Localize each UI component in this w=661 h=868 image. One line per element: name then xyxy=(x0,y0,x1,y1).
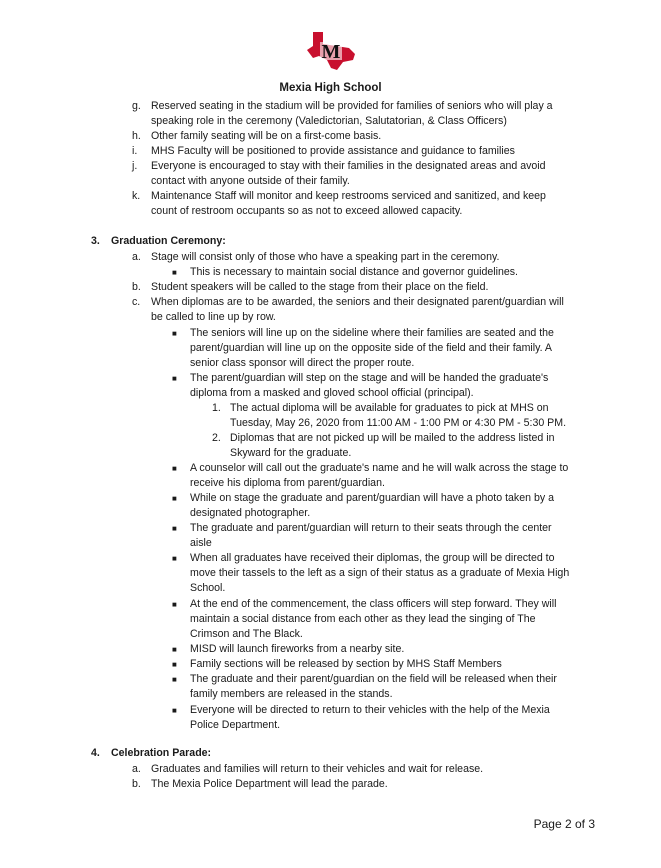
bullet-line: This is necessary to maintain social distance and governor guidelines. xyxy=(190,266,518,278)
bullet-icon: ■ xyxy=(172,268,177,277)
bullet-line: The seniors will line up on the sideline where their families are seated and the xyxy=(190,327,554,339)
bullet-line: The parent/guardian will step on the stage and will be handed the graduate's xyxy=(190,372,549,384)
section-number: 4. xyxy=(91,747,100,759)
list-marker: g. xyxy=(132,100,141,112)
section-heading: Celebration Parade: xyxy=(111,747,212,759)
bullet-line: When all graduates have received their diplomas, the group will be directed to xyxy=(190,552,555,564)
bullet-line: The graduate and parent/guardian will return to their seats through the center xyxy=(190,522,552,534)
bullet-icon: ■ xyxy=(172,675,177,684)
bullet-icon: ■ xyxy=(172,464,177,473)
numbered-line: Tuesday, May 26, 2020 from 11:00 AM - 1:00 PM or 4:30 PM - 5:30 PM. xyxy=(230,417,567,429)
list-item-line: be called to line up by row. xyxy=(151,311,276,323)
bullet-line: The graduate and their parent/guardian on the field will be released when their xyxy=(190,673,557,685)
section-heading: Graduation Ceremony: xyxy=(111,235,226,247)
list-item-line: When diplomas are to be awarded, the seniors and their designated parent/guardian will xyxy=(151,296,564,308)
list-marker: a. xyxy=(132,251,141,263)
bullet-icon: ■ xyxy=(172,645,177,654)
list-item-line: contact with anyone outside of their family. xyxy=(151,175,350,187)
bullet-line: family members are released in the stands. xyxy=(190,688,393,700)
bullet-line: At the end of the commencement, the class officers will step forward. They will xyxy=(190,598,557,610)
bullet-icon: ■ xyxy=(172,374,177,383)
bullet-icon: ■ xyxy=(172,600,177,609)
bullet-line: Police Department. xyxy=(190,719,281,731)
numbered-line: The actual diploma will be available for graduates to pick at MHS on xyxy=(230,402,549,414)
numbered-marker: 1. xyxy=(212,402,221,414)
list-item-line: Maintenance Staff will monitor and keep restrooms serviced and sanitized, and keep xyxy=(151,190,546,202)
list-marker: b. xyxy=(132,778,141,790)
list-item-line: Student speakers will be called to the stage from their place on the field. xyxy=(151,281,489,293)
list-item-line: Graduates and families will return to their vehicles and wait for release. xyxy=(151,763,484,775)
bullet-line: designated photographer. xyxy=(190,507,311,519)
page-number: Page 2 of 3 xyxy=(533,817,595,831)
list-item-line: Other family seating will be on a first-come basis. xyxy=(151,130,382,142)
list-item-line: The Mexia Police Department will lead the parade. xyxy=(151,778,388,790)
bullet-icon: ■ xyxy=(172,524,177,533)
bullet-line: School. xyxy=(190,582,226,594)
bullet-icon: ■ xyxy=(172,660,177,669)
bullet-line: move their tassels to the left as a sign of their status as a graduate of Mexia High xyxy=(190,567,570,579)
list-marker: c. xyxy=(132,296,141,308)
numbered-line: Skyward for the graduate. xyxy=(230,447,352,459)
bullet-line: aisle xyxy=(190,537,212,549)
school-logo xyxy=(303,30,359,72)
logo-letter: M xyxy=(321,41,341,63)
bullet-line: Family sections will be released by section by MHS Staff Members xyxy=(190,658,502,670)
list-item-line: Stage will consist only of those who have a speaking part in the ceremony. xyxy=(151,251,500,263)
numbered-marker: 2. xyxy=(212,432,221,444)
list-marker: j. xyxy=(132,160,138,172)
bullet-line: receive his diploma from parent/guardian. xyxy=(190,477,385,489)
list-item-line: speaking role in the ceremony (Valedictorian, Salutatorian, & Class Officers) xyxy=(151,115,507,127)
page-title: Mexia High School xyxy=(279,82,382,94)
list-marker: i. xyxy=(132,145,138,157)
bullet-line: A counselor will call out the graduate's name and he will walk across the stage to xyxy=(190,462,569,474)
list-item-line: MHS Faculty will be positioned to provide assistance and guidance to families xyxy=(151,145,515,157)
list-item-line: count of restroom occupants so as not to exceed allowed capacity. xyxy=(151,205,463,217)
list-item-line: Everyone is encouraged to stay with their families in the designated areas and avoid xyxy=(151,160,546,172)
list-item-line: Reserved seating in the stadium will be provided for families of seniors who will play a xyxy=(151,100,553,112)
bullet-icon: ■ xyxy=(172,494,177,503)
list-marker: k. xyxy=(132,190,141,202)
list-marker: h. xyxy=(132,130,141,142)
bullet-line: Everyone will be directed to return to their vehicles with the help of the Mexia xyxy=(190,704,550,716)
bullet-line: Crimson and The Black. xyxy=(190,628,303,640)
bullet-line: parent/guardian will line up on the opposite side of the field and their family. A xyxy=(190,342,552,354)
list-marker: a. xyxy=(132,763,141,775)
list-marker: b. xyxy=(132,281,141,293)
section-number: 3. xyxy=(91,235,100,247)
bullet-line: maintain a social distance from each other as they lead the singing of The xyxy=(190,613,536,625)
bullet-line: diploma from a masked and gloved school official (principal). xyxy=(190,387,474,399)
bullet-line: senior class sponsor will direct the proper route. xyxy=(190,357,415,369)
bullet-line: MISD will launch fireworks from a nearby site. xyxy=(190,643,405,655)
bullet-icon: ■ xyxy=(172,329,177,338)
bullet-icon: ■ xyxy=(172,554,177,563)
bullet-line: While on stage the graduate and parent/guardian will have a photo taken by a xyxy=(190,492,554,504)
numbered-line: Diplomas that are not picked up will be mailed to the address listed in xyxy=(230,432,555,444)
bullet-icon: ■ xyxy=(172,706,177,715)
